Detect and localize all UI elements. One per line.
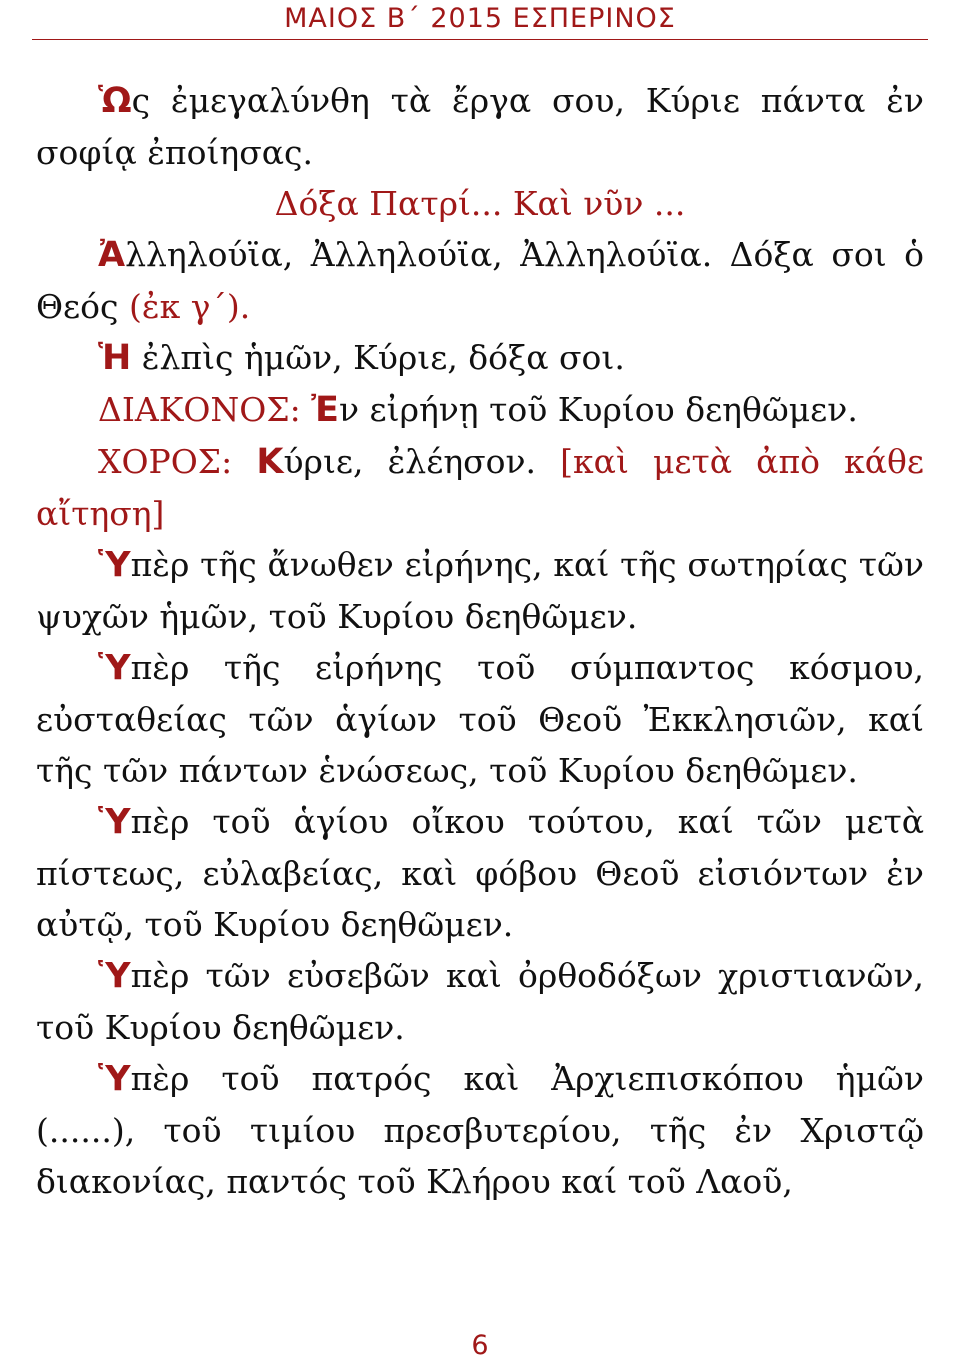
- deacon-label: ΔΙΑΚΟΝΟΣ:: [98, 390, 312, 429]
- initial-letter: Ὑ: [98, 648, 131, 688]
- header-rule: [32, 39, 928, 40]
- choir-label: ΧΟΡΟΣ:: [98, 442, 257, 481]
- doxology-rubric: Δόξα Πατρί... Καὶ νῦν ...: [274, 184, 686, 223]
- petition-3: [36, 796, 924, 950]
- petition-text: πὲρ τοῦ ἁγίου οἴκου τούτου, καί τῶν μετὰ πίστεως, εὐλαβείας, καὶ φόβου Θεοῦ εἰσιόντων ἐν αὐτῷ, τοῦ Κυρίου δεηθῶμεν.: [36, 802, 924, 944]
- initial-letter: Ὑ: [98, 802, 131, 842]
- page-body: [36, 75, 924, 1207]
- petition-text: πὲρ τῶν εὐσεβῶν καὶ ὀρθοδόξων χριστιανῶν, τοῦ Κυρίου δεηθῶμεν.: [36, 956, 924, 1047]
- page-number: 6: [471, 1330, 489, 1361]
- rubric-text: (ἐκ γ΄).: [129, 287, 251, 326]
- verse-hope: [36, 332, 924, 384]
- initial-letter: Ὡ: [98, 81, 132, 121]
- petition-text: πὲρ τοῦ πατρός καὶ Ἀρχιεπισκόπου ἡμῶν (......), τοῦ τιμίου πρεσβυτερίου, τῆς ἐν Χριστῷ διακονίας, παντός τοῦ Κλήρου καί τοῦ Λαοῦ,: [36, 1059, 924, 1201]
- initial-letter: Ὑ: [98, 956, 131, 996]
- rubric-text: [καὶ μετὰ ἀπὸ κάθε αἴτηση]: [36, 442, 925, 533]
- initial-letter: Ὑ: [98, 545, 131, 585]
- verse-1: [36, 75, 924, 178]
- petition-4: [36, 950, 924, 1053]
- petition-1: [36, 539, 924, 642]
- verse-text: ν εἰρήνῃ τοῦ Κυρίου δεηθῶμεν.: [338, 390, 858, 429]
- petition-5: [36, 1053, 924, 1207]
- initial-letter: Ἀ: [98, 235, 126, 275]
- initial-letter: Ἐ: [311, 390, 339, 430]
- running-header: ΜΑΙΟΣ Β΄ 2015 ΕΣΠΕΡΙΝΟΣ: [284, 3, 676, 34]
- initial-letter: Ἡ: [98, 338, 132, 378]
- petition-text: πὲρ τῆς εἰρήνης τοῦ σύμπαντος κόσμου, εὐσταθείας τῶν ἁγίων τοῦ Θεοῦ Ἐκκλησιῶν, καί τῆς τῶν πάντων ἑνώσεως, τοῦ Κυρίου δεηθῶμεν.: [36, 648, 924, 790]
- verse-text: ς ἐμεγαλύνθη τὰ ἔργα σου, Κύριε πάντα ἐν σοφίᾳ ἐποίησας.: [36, 81, 924, 172]
- petition-text: πὲρ τῆς ἄνωθεν εἰρήνης, καί τῆς σωτηρίας τῶν ψυχῶν ἡμῶν, τοῦ Κυρίου δεηθῶμεν.: [36, 545, 924, 636]
- choir-line: [36, 436, 924, 539]
- verse-text: λληλούϊα, Ἀλληλούϊα, Ἀλληλούϊα. Δόξα σοι ὁ Θεός: [36, 235, 924, 326]
- verse-text: ύριε, ἐλέησον.: [283, 442, 561, 481]
- initial-letter: Κ: [256, 442, 284, 482]
- verse-text: ἐλπὶς ἡμῶν, Κύριε, δόξα σοι.: [131, 338, 625, 377]
- initial-letter: Ὑ: [98, 1059, 131, 1099]
- petition-2: [36, 642, 924, 796]
- verse-alleluia: [36, 229, 924, 332]
- deacon-line: [36, 384, 924, 436]
